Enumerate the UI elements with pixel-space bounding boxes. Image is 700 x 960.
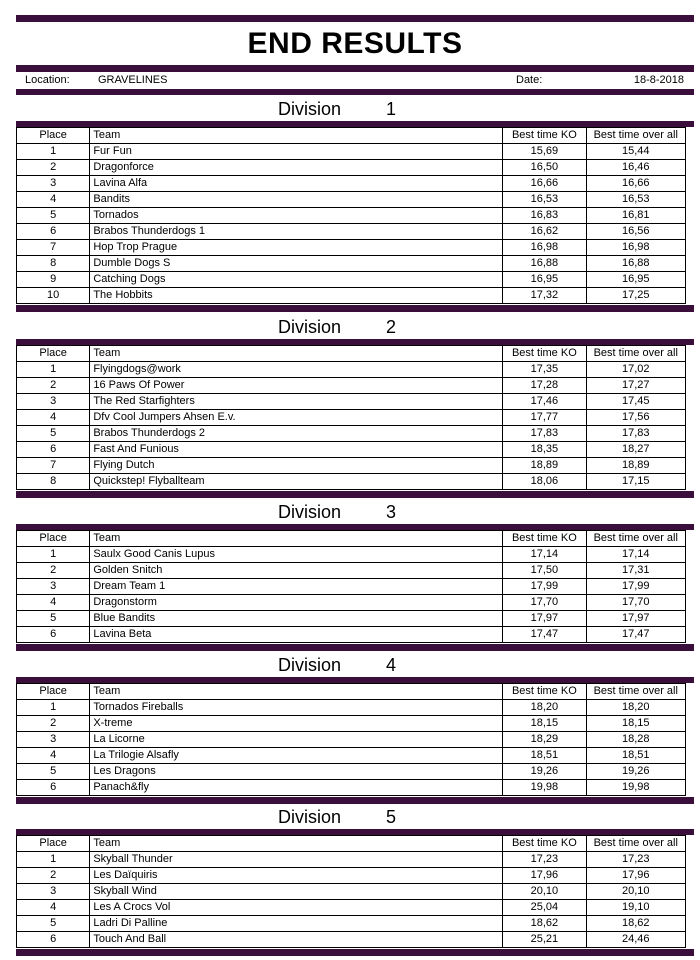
division-side-bar [686,530,694,643]
table-row [17,611,686,627]
overall-time-cell: 17,45 [586,394,685,410]
overall-time-cell: 17,97 [586,611,685,627]
place-cell: 4 [17,900,90,916]
overall-time-cell: 18,27 [586,442,685,458]
team-cell: Golden Snitch [90,563,503,579]
division-number: 3 [386,502,397,522]
overall-time-cell: 17,02 [586,362,685,378]
overall-time-cell: 18,15 [586,716,685,732]
overall-time-cell: 24,46 [586,932,685,948]
results-table [16,835,686,948]
team-cell: Panach&fly [90,780,503,796]
division-label: Division [278,655,342,675]
division-heading [16,654,694,676]
division-bottom-bar [16,644,694,651]
column-header-place: Place [17,128,90,144]
ko-time-cell: 25,21 [503,932,586,948]
team-cell: Dream Team 1 [90,579,503,595]
results-table [16,345,686,490]
team-cell: Flyingdogs@work [90,362,503,378]
table-row [17,932,686,948]
place-cell: 3 [17,884,90,900]
division-bottom-bar [16,491,694,498]
ko-time-cell: 17,28 [503,378,586,394]
team-cell: Fast And Funious [90,442,503,458]
team-cell: Dfv Cool Jumpers Ahsen E.v. [90,410,503,426]
overall-time-cell: 17,31 [586,563,685,579]
overall-time-cell: 17,47 [586,627,685,643]
ko-time-cell: 17,70 [503,595,586,611]
column-header-place: Place [17,684,90,700]
ko-time-cell: 16,88 [503,256,586,272]
column-header-overall: Best time over all [586,836,685,852]
place-cell: 3 [17,732,90,748]
table-row [17,916,686,932]
place-cell: 3 [17,579,90,595]
top-bar [16,15,694,22]
place-cell: 2 [17,563,90,579]
ko-time-cell: 16,62 [503,224,586,240]
division-side-bar [686,683,694,796]
info-bar [16,89,694,95]
column-header-place: Place [17,531,90,547]
column-header-place: Place [17,346,90,362]
team-cell: Flying Dutch [90,458,503,474]
overall-time-cell: 17,70 [586,595,685,611]
table-row [17,563,686,579]
overall-time-cell: 17,83 [586,426,685,442]
column-header-team: Team [90,346,503,362]
place-cell: 6 [17,627,90,643]
team-cell: Quickstep! Flyballteam [90,474,503,490]
results-table [16,530,686,643]
place-cell: 4 [17,192,90,208]
ko-time-cell: 16,83 [503,208,586,224]
place-cell: 1 [17,700,90,716]
place-cell: 6 [17,932,90,948]
column-header-team: Team [90,128,503,144]
ko-time-cell: 17,77 [503,410,586,426]
team-cell: Brabos Thunderdogs 2 [90,426,503,442]
table-row [17,852,686,868]
place-cell: 5 [17,611,90,627]
table-row [17,256,686,272]
table-row [17,160,686,176]
table-row [17,362,686,378]
table-row [17,716,686,732]
table-header-row [17,684,686,700]
ko-time-cell: 17,35 [503,362,586,378]
results-table [16,683,686,796]
results-table [16,127,686,304]
ko-time-cell: 17,99 [503,579,586,595]
team-cell: Ladri Di Palline [90,916,503,932]
place-cell: 2 [17,868,90,884]
table-row [17,732,686,748]
ko-time-cell: 18,62 [503,916,586,932]
ko-time-cell: 17,83 [503,426,586,442]
column-header-place: Place [17,836,90,852]
column-header-ko: Best time KO [503,128,586,144]
overall-time-cell: 17,23 [586,852,685,868]
overall-time-cell: 17,99 [586,579,685,595]
ko-time-cell: 17,14 [503,547,586,563]
overall-time-cell: 16,46 [586,160,685,176]
table-row [17,780,686,796]
table-header-row [17,531,686,547]
team-cell: Touch And Ball [90,932,503,948]
overall-time-cell: 16,66 [586,176,685,192]
column-header-ko: Best time KO [503,684,586,700]
place-cell: 8 [17,256,90,272]
place-cell: 4 [17,410,90,426]
team-cell: The Red Starfighters [90,394,503,410]
table-row [17,442,686,458]
place-cell: 1 [17,547,90,563]
table-row [17,144,686,160]
team-cell: Dragonstorm [90,595,503,611]
column-header-ko: Best time KO [503,346,586,362]
ko-time-cell: 15,69 [503,144,586,160]
ko-time-cell: 17,47 [503,627,586,643]
column-header-ko: Best time KO [503,531,586,547]
overall-time-cell: 20,10 [586,884,685,900]
table-header-row [17,346,686,362]
division-heading [16,98,694,120]
column-header-team: Team [90,684,503,700]
ko-time-cell: 18,51 [503,748,586,764]
page-title: END RESULTS [247,27,463,60]
column-header-team: Team [90,531,503,547]
column-header-overall: Best time over all [586,346,685,362]
place-cell: 7 [17,458,90,474]
column-header-ko: Best time KO [503,836,586,852]
overall-time-cell: 17,25 [586,288,685,304]
table-row [17,868,686,884]
division-number: 5 [386,807,397,827]
place-cell: 7 [17,240,90,256]
column-header-overall: Best time over all [586,531,685,547]
table-row [17,192,686,208]
division-side-bar [686,345,694,490]
title-bar [16,65,694,72]
division-bottom-bar [16,305,694,312]
division-label: Division [278,99,342,119]
place-cell: 1 [17,362,90,378]
table-row [17,764,686,780]
date-label: Date: [516,74,543,86]
table-row [17,458,686,474]
team-cell: La Licorne [90,732,503,748]
overall-time-cell: 16,56 [586,224,685,240]
team-cell: Hop Trop Prague [90,240,503,256]
place-cell: 9 [17,272,90,288]
table-header-row [17,128,686,144]
overall-time-cell: 17,27 [586,378,685,394]
overall-time-cell: 17,96 [586,868,685,884]
place-cell: 5 [17,208,90,224]
place-cell: 5 [17,426,90,442]
place-cell: 1 [17,852,90,868]
overall-time-cell: 18,89 [586,458,685,474]
place-cell: 2 [17,716,90,732]
overall-time-cell: 19,98 [586,780,685,796]
overall-time-cell: 16,98 [586,240,685,256]
team-cell: Catching Dogs [90,272,503,288]
team-cell: Brabos Thunderdogs 1 [90,224,503,240]
overall-time-cell: 17,14 [586,547,685,563]
table-row [17,884,686,900]
ko-time-cell: 18,06 [503,474,586,490]
place-cell: 4 [17,748,90,764]
division-bottom-bar [16,949,694,956]
team-cell: Les Dragons [90,764,503,780]
team-cell: Lavina Beta [90,627,503,643]
overall-time-cell: 18,62 [586,916,685,932]
place-cell: 4 [17,595,90,611]
place-cell: 8 [17,474,90,490]
table-header-row [17,836,686,852]
table-row [17,410,686,426]
ko-time-cell: 16,95 [503,272,586,288]
place-cell: 5 [17,916,90,932]
division-label: Division [278,502,342,522]
ko-time-cell: 18,29 [503,732,586,748]
division-bottom-bar [16,797,694,804]
team-cell: Saulx Good Canis Lupus [90,547,503,563]
info-row [16,73,694,87]
division-label: Division [278,807,342,827]
ko-time-cell: 17,23 [503,852,586,868]
place-cell: 3 [17,176,90,192]
overall-time-cell: 16,95 [586,272,685,288]
overall-time-cell: 18,20 [586,700,685,716]
table-row [17,426,686,442]
division-heading [16,501,694,523]
ko-time-cell: 16,98 [503,240,586,256]
place-cell: 6 [17,780,90,796]
division-number: 4 [386,655,397,675]
overall-time-cell: 19,26 [586,764,685,780]
location-value: GRAVELINES [98,74,168,86]
ko-time-cell: 17,97 [503,611,586,627]
place-cell: 6 [17,224,90,240]
place-cell: 6 [17,442,90,458]
ko-time-cell: 17,46 [503,394,586,410]
overall-time-cell: 17,56 [586,410,685,426]
table-row [17,579,686,595]
place-cell: 2 [17,160,90,176]
ko-time-cell: 19,98 [503,780,586,796]
table-row [17,378,686,394]
overall-time-cell: 15,44 [586,144,685,160]
ko-time-cell: 20,10 [503,884,586,900]
ko-time-cell: 17,96 [503,868,586,884]
ko-time-cell: 18,20 [503,700,586,716]
table-row [17,272,686,288]
team-cell: Tornados Fireballs [90,700,503,716]
overall-time-cell: 16,88 [586,256,685,272]
team-cell: Fur Fun [90,144,503,160]
table-row [17,240,686,256]
team-cell: Tornados [90,208,503,224]
table-row [17,700,686,716]
team-cell: Les Daïquiris [90,868,503,884]
overall-time-cell: 19,10 [586,900,685,916]
team-cell: Lavina Alfa [90,176,503,192]
team-cell: Les A Crocs Vol [90,900,503,916]
place-cell: 3 [17,394,90,410]
division-heading [16,316,694,338]
division-number: 2 [386,317,397,337]
date-value: 18-8-2018 [633,74,684,86]
team-cell: The Hobbits [90,288,503,304]
ko-time-cell: 17,32 [503,288,586,304]
ko-time-cell: 19,26 [503,764,586,780]
ko-time-cell: 17,50 [503,563,586,579]
team-cell: X-treme [90,716,503,732]
team-cell: Dragonforce [90,160,503,176]
table-row [17,176,686,192]
table-row [17,900,686,916]
team-cell: Bandits [90,192,503,208]
ko-time-cell: 16,50 [503,160,586,176]
division-number: 1 [386,99,397,119]
team-cell: Dumble Dogs S [90,256,503,272]
ko-time-cell: 16,53 [503,192,586,208]
column-header-overall: Best time over all [586,128,685,144]
overall-time-cell: 16,53 [586,192,685,208]
table-row [17,748,686,764]
team-cell: 16 Paws Of Power [90,378,503,394]
ko-time-cell: 18,35 [503,442,586,458]
team-cell: Skyball Wind [90,884,503,900]
overall-time-cell: 18,51 [586,748,685,764]
division-side-bar [686,835,694,948]
table-row [17,595,686,611]
division-label: Division [278,317,342,337]
place-cell: 5 [17,764,90,780]
place-cell: 2 [17,378,90,394]
overall-time-cell: 16,81 [586,208,685,224]
table-row [17,474,686,490]
ko-time-cell: 16,66 [503,176,586,192]
table-row [17,394,686,410]
column-header-team: Team [90,836,503,852]
ko-time-cell: 18,15 [503,716,586,732]
team-cell: Blue Bandits [90,611,503,627]
column-header-overall: Best time over all [586,684,685,700]
division-side-bar [686,127,694,304]
table-row [17,547,686,563]
ko-time-cell: 18,89 [503,458,586,474]
ko-time-cell: 25,04 [503,900,586,916]
division-heading [16,806,694,828]
team-cell: La Trilogie Alsafly [90,748,503,764]
table-row [17,224,686,240]
place-cell: 1 [17,144,90,160]
place-cell: 10 [17,288,90,304]
location-label: Location: [25,74,70,86]
table-row [17,627,686,643]
overall-time-cell: 18,28 [586,732,685,748]
overall-time-cell: 17,15 [586,474,685,490]
table-row [17,288,686,304]
table-row [17,208,686,224]
team-cell: Skyball Thunder [90,852,503,868]
